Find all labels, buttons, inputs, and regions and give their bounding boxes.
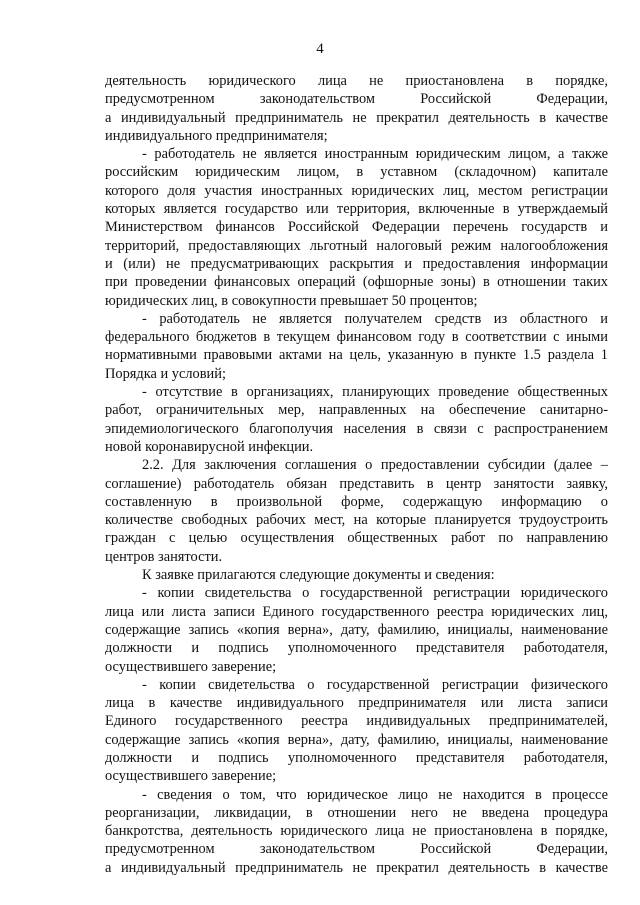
text-line: предусмотренном законодательством Российской Федерации, [105, 841, 608, 858]
text-line: соглашение) работодатель обязан представить в центр занятости заявку, [105, 475, 608, 492]
text-line: - сведения о том, что юридическое лицо не находится в процессе [142, 786, 608, 803]
text-line: - работодатель не является иностранным юридическим лицом, а также [142, 146, 608, 163]
text-line: деятельность юридического лица не приостановлена в порядке, [105, 73, 608, 89]
text-line: новой коронавирусной инфекции. [105, 438, 314, 455]
text-line: осуществившего заверение; [105, 658, 277, 675]
text-line: лица в качестве индивидуального предпринимателя или листа записи [105, 695, 608, 712]
text-line: К заявке прилагаются следующие документы и сведения: [142, 567, 495, 584]
text-line: осуществившего заверение; [105, 768, 277, 785]
text-line: Порядка и условий; [105, 365, 226, 382]
text-line: предусмотренном законодательством Российской Федерации, [105, 91, 608, 108]
text-line: а индивидуальный предприниматель не прекратил деятельность в качестве [105, 859, 608, 876]
text-line: которого доля участия иностранных юридических лиц, местом регистрации [105, 182, 608, 199]
text-line: Единого государственного реестра индивидуальных предпринимателей, [105, 713, 608, 730]
text-line: центров занятости. [105, 548, 223, 565]
text-line: лица или листа записи Единого государственного реестра юридических лиц, [105, 603, 608, 620]
text-line: которых является государство или территория, включенные в утверждаемый [105, 201, 608, 218]
text-line: юридических лиц, в совокупности превышает 50 процентов; [105, 292, 478, 309]
text-line: банкротства, деятельность юридического лица не приостановлена в порядке, [105, 823, 608, 840]
text-line: составленную в произвольной форме, содержащую информацию о [105, 493, 608, 510]
text-line: а индивидуальный предприниматель не прекратил деятельность в качестве [105, 109, 608, 126]
text-line: федерального бюджетов в текущем финансовом году в соответствии с иными [105, 329, 608, 346]
body-text [105, 72, 608, 877]
text-line: и (или) не предусматривающих раскрытия и предоставления информации [105, 255, 608, 272]
text-line: содержащие запись «копия верна», дату, фамилию, инициалы, наименование [105, 731, 608, 748]
text-line: содержащие запись «копия верна», дату, фамилию, инициалы, наименование [105, 621, 608, 638]
text-line: 2.2. Для заключения соглашения о предоставлении субсидии (далее – [142, 457, 608, 474]
text-line: - копии свидетельства о государственной регистрации юридического [142, 585, 608, 602]
text-line: количестве свободных рабочих мест, на которые планируется трудоустроить [105, 512, 608, 529]
text-line: должности и подпись уполномоченного представителя работодателя, [105, 640, 608, 657]
text-line: эпидемиологического благополучия населения в связи с распространением [105, 420, 608, 437]
page-number: 4 [316, 41, 324, 57]
text-line: - отсутствие в организациях, планирующих проведение общественных [142, 384, 608, 401]
text-line: Министерством финансов Российской Федерации перечень государств и [105, 219, 608, 236]
text-line: при проведении финансовых операций (офшорные зоны) в отношении таких [105, 274, 608, 291]
text-line: российским юридическим лицом, в уставном (складочном) капитале [105, 164, 608, 181]
text-line: индивидуального предпринимателя; [105, 127, 328, 144]
text-line: работ, ограничительных мер, направленных на обеспечение санитарно- [105, 402, 608, 419]
text-line: территорий, предоставляющих льготный налоговый режим налогообложения [105, 237, 608, 254]
text-line: - работодатель не является получателем средств из областного и [142, 310, 608, 327]
text-line: должности и подпись уполномоченного представителя работодателя, [105, 749, 608, 766]
text-line: нормативными правовыми актами на цель, указанную в пункте 1.5 раздела 1 [105, 347, 608, 364]
text-line: - копии свидетельства о государственной регистрации физического [142, 676, 608, 693]
text-line: граждан с целью осуществления общественных работ по направлению [105, 530, 608, 547]
text-line: реорганизации, ликвидации, в отношении него не введена процедура [105, 804, 608, 821]
